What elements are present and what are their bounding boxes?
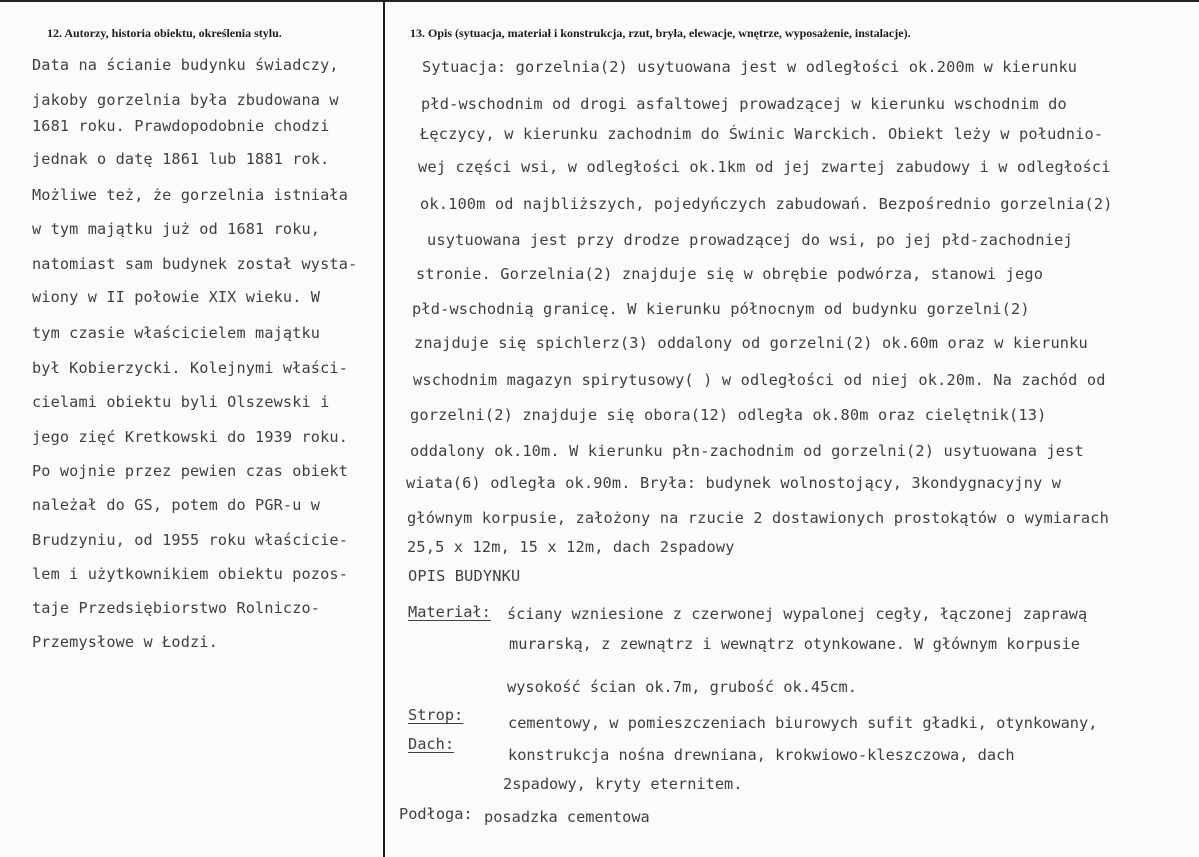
description-line: 25,5 x 12m, 15 x 12m, dach 2spadowy [407,538,735,556]
history-line: taje Przedsiębiorstwo Rolniczo- [32,599,321,617]
description-line: usytuowana jest przy drodze prowadzącej do wsi, po jej płd-zachodniej [427,231,1073,249]
podloga-text: posadzka cementowa [484,808,650,826]
history-line: w tym majątku już od 1681 roku, [32,220,321,238]
description-line: gorzelni(2) znajduje się obora(12) odległa ok.80m oraz cielętnik(13) [410,406,1047,424]
dach-label: Dach: [408,735,455,753]
opis-budynku-heading: OPIS BUDYNKU [408,567,521,585]
description-line: płd-wschodnim od drogi asfaltowej prowadzącej w kierunku wschodnim do [421,95,1067,113]
history-line: tym czasie właścicielem majątku [32,324,321,342]
history-line: jednak o datę 1861 lub 1881 rok. [32,150,330,168]
history-line: cielami obiektu byli Olszewski i [32,393,330,411]
history-line: jakoby gorzelnia była zbudowana w [32,91,339,109]
history-line: Brudzyniu, od 1955 roku właściciе- [32,531,348,549]
description-line: znajduje się spichlerz(3) oddalony od gorzelni(2) ok.60m oraz w kierunku [414,334,1088,352]
history-line: Przemysłowe w Łodzi. [32,633,218,651]
history-line: Możliwe też, że gorzelnia istniała [32,186,348,204]
description-line: wschodnim magazyn spirytusowy( ) w odległości od niej ok.20m. Na zachód od [413,371,1106,389]
material-text: murarską, z zewnątrz i wewnątrz otynkowane. W głównym korpusie [509,635,1080,653]
material-text: ściany wzniesione z czerwonej wypalonej cegły, łączonej zaprawą [507,605,1088,623]
history-line: Data na ścianie budynku świadczy, [32,56,339,74]
history-line: Po wojnie przez pewien czas obiekt [32,462,348,480]
description-line: Łęczycy, w kierunku zachodnim do Świnic Warckich. Obiekt leży w południo- [420,125,1104,143]
description-line: głównym korpusie, założony na rzucie 2 dostawionych prostokątów o wymiarach [407,509,1109,527]
description-line: wiata(6) odległa ok.90m. Bryła: budynek wolnostojący, 3kondygnacyjny w [406,474,1062,492]
strop-text: cementowy, w pomieszczeniach biurowych sufit gładki, otynkowany, [508,714,1098,732]
history-line: jego zięć Kretkowski do 1939 roku. [32,428,348,446]
description-line: stronie. Gorzelnia(2) znajduje się w obrębie podwórza, stanowi jego [416,265,1044,283]
dach-text: konstrukcja nośna drewniana, krokwiowo-kleszczowa, dach [508,746,1015,764]
section-13-header: 13. Opis (sytuacja, materiał i konstrukcja, rzut, bryła, elewacje, wnętrze, wyposażenie, instalacje). [410,26,911,40]
description-line: Sytuacja: gorzelnia(2) usytuowana jest w odległości ok.200m w kierunku [422,58,1078,76]
history-line: lem i użytkownikiem obiektu pozos- [32,565,348,583]
history-line: był Kobierzycki. Kolejnymi właści- [32,359,348,377]
history-line: 1681 roku. Prawdopodobnie chodzi [32,117,330,135]
description-line: wej części wsi, w odległości ok.1km od jej zwartej zabudowy i w odległości [418,158,1111,176]
history-line: wiony w II połowie XIX wieku. W [32,288,321,306]
description-line: oddalony ok.10m. W kierunku płn-zachodnim od gorzelni(2) usytuowana jest [410,442,1084,460]
history-line: należał do GS, potem do PGR-u w [32,496,321,514]
material-text: wysokość ścian ok.7m, grubość ok.45cm. [507,678,857,696]
material-label: Materiał: [408,603,491,621]
description-line: ok.100m od najbliższych, pojedyńczych zabudowań. Bezpośrednio gorzelnia(2) [420,195,1113,213]
section-12-header: 12. Autorzy, historia obiektu, określenia stylu. [47,26,282,40]
strop-label: Strop: [408,706,464,724]
description-line: płd-wschodnią granicę. W kierunku północnym od budynku gorzelni(2) [412,300,1030,318]
dach-text: 2spadowy, kryty eternitem. [503,775,743,793]
column-divider [383,0,385,857]
history-line: natomiast sam budynek został wysta- [32,255,358,273]
top-border [0,0,1199,2]
podloga-label: Podłoga: [399,805,473,823]
